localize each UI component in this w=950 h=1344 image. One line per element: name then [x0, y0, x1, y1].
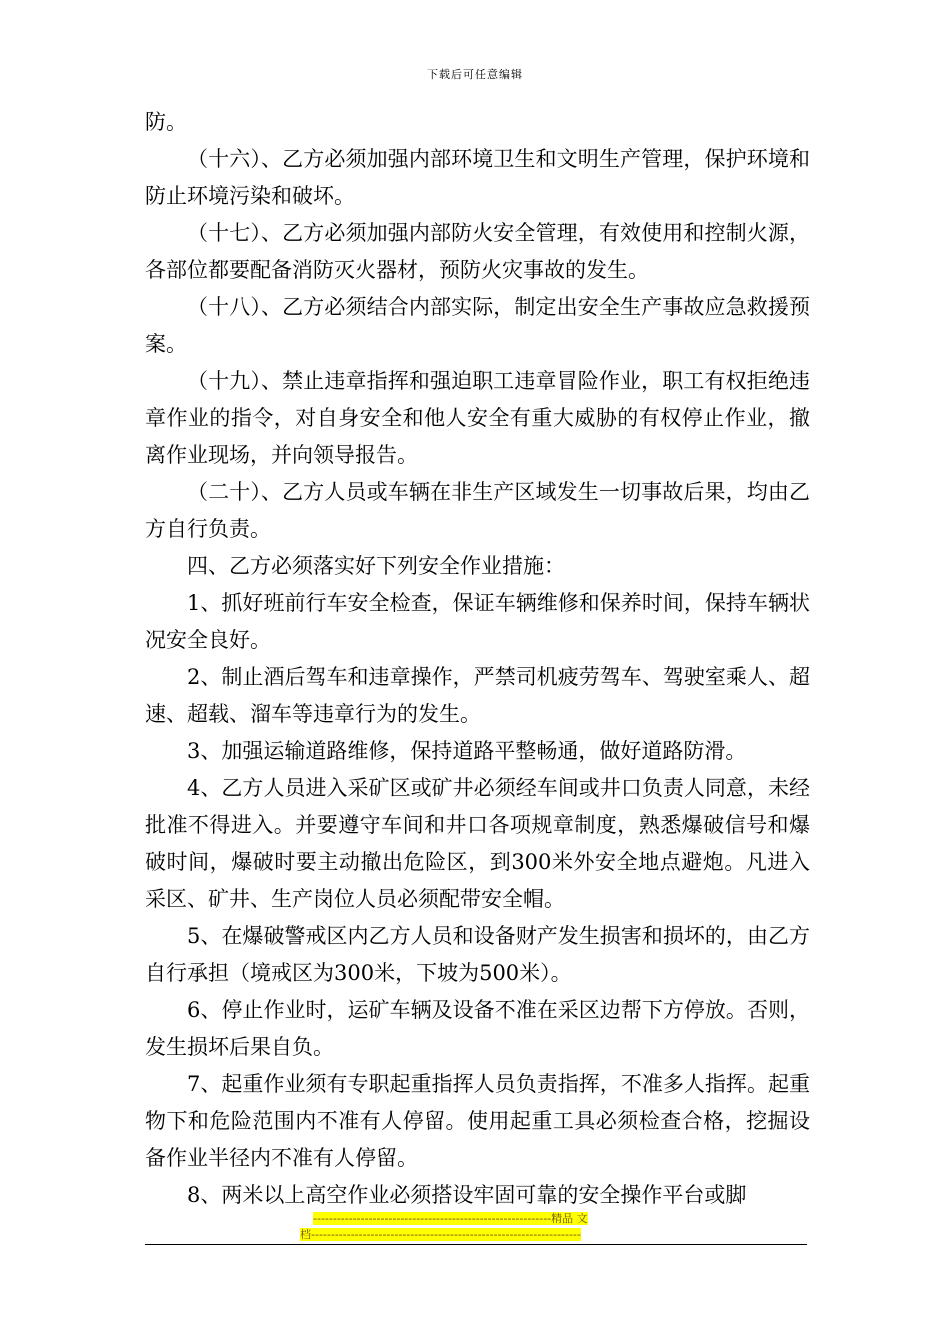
footer-divider: [145, 1244, 807, 1245]
footer-line-2: [300, 1227, 650, 1243]
paragraph: 3、加强运输道路维修，保持道路平整畅通，做好道路防滑。: [187, 739, 747, 763]
paragraph: （十九）、禁止违章指挥和强迫职工违章冒险作业，职工有权拒绝违章作业的指令，对自身安全和他人安全有重大威胁的有权停止作业，撤离作业现场，并向领导报告。: [145, 369, 810, 467]
page-header: 下载后可任意编辑: [427, 68, 523, 81]
paragraph: 7、起重作业须有专职起重指挥人员负责指挥，不准多人指挥。起重物下和危险范围内不准有人停留。使用起重工具必须检查合格，挖掘设备作业半径内不准有人停留。: [145, 1072, 810, 1170]
paragraph: 2、制止酒后驾车和违章操作，严禁司机疲劳驾车、驾驶室乘人、超速、超载、溜车等违章行为的发生。: [145, 665, 810, 726]
section-heading: 四、乙方必须落实好下列安全作业措施：: [187, 554, 565, 578]
paragraph: （十六）、乙方必须加强内部环境卫生和文明生产管理，保护环境和防止环境污染和破坏。: [145, 147, 810, 208]
footer-text-1: ------------------------------------------------------------精品 文: [313, 1212, 588, 1225]
paragraph: （十七）、乙方必须加强内部防火安全管理，有效使用和控制火源，各部位都要配备消防灭火器材，预防火灾事故的发生。: [145, 221, 810, 282]
paragraph: （十八）、乙方必须结合内部实际，制定出安全生产事故应急救援预案。: [145, 295, 810, 356]
footer-text-2: 档--------------------------------------------------------------------: [300, 1228, 581, 1241]
paragraph: 4、乙方人员进入采矿区或矿井必须经车间或井口负责人同意，未经批准不得进入。并要遵守车间和井口各项规章制度，熟悉爆破信号和爆破时间，爆破时要主动撤出危险区，到300米外安全地点避炮。凡进入采区、矿井、生产岗位人员必须配带安全帽。: [145, 776, 810, 911]
document-body: [145, 104, 810, 1214]
paragraph: 1、抓好班前行车安全检查，保证车辆维修和保养时间，保持车辆状况安全良好。: [145, 591, 810, 652]
paragraph: 6、停止作业时，运矿车辆及设备不准在采区边帮下方停放。否则，发生损坏后果自负。: [145, 998, 810, 1059]
footer-line-1: [300, 1211, 650, 1227]
paragraph: 防。: [145, 110, 187, 134]
paragraph: （二十）、乙方人员或车辆在非生产区域发生一切事故后果，均由乙方自行负责。: [145, 480, 810, 541]
footer-watermark: [300, 1211, 650, 1243]
paragraph: 8、两米以上高空作业必须搭设牢固可靠的安全操作平台或脚: [187, 1183, 747, 1207]
paragraph: 5、在爆破警戒区内乙方人员和设备财产发生损害和损坏的，由乙方自行承担（境戒区为300米，下坡为500米）。: [145, 924, 810, 985]
